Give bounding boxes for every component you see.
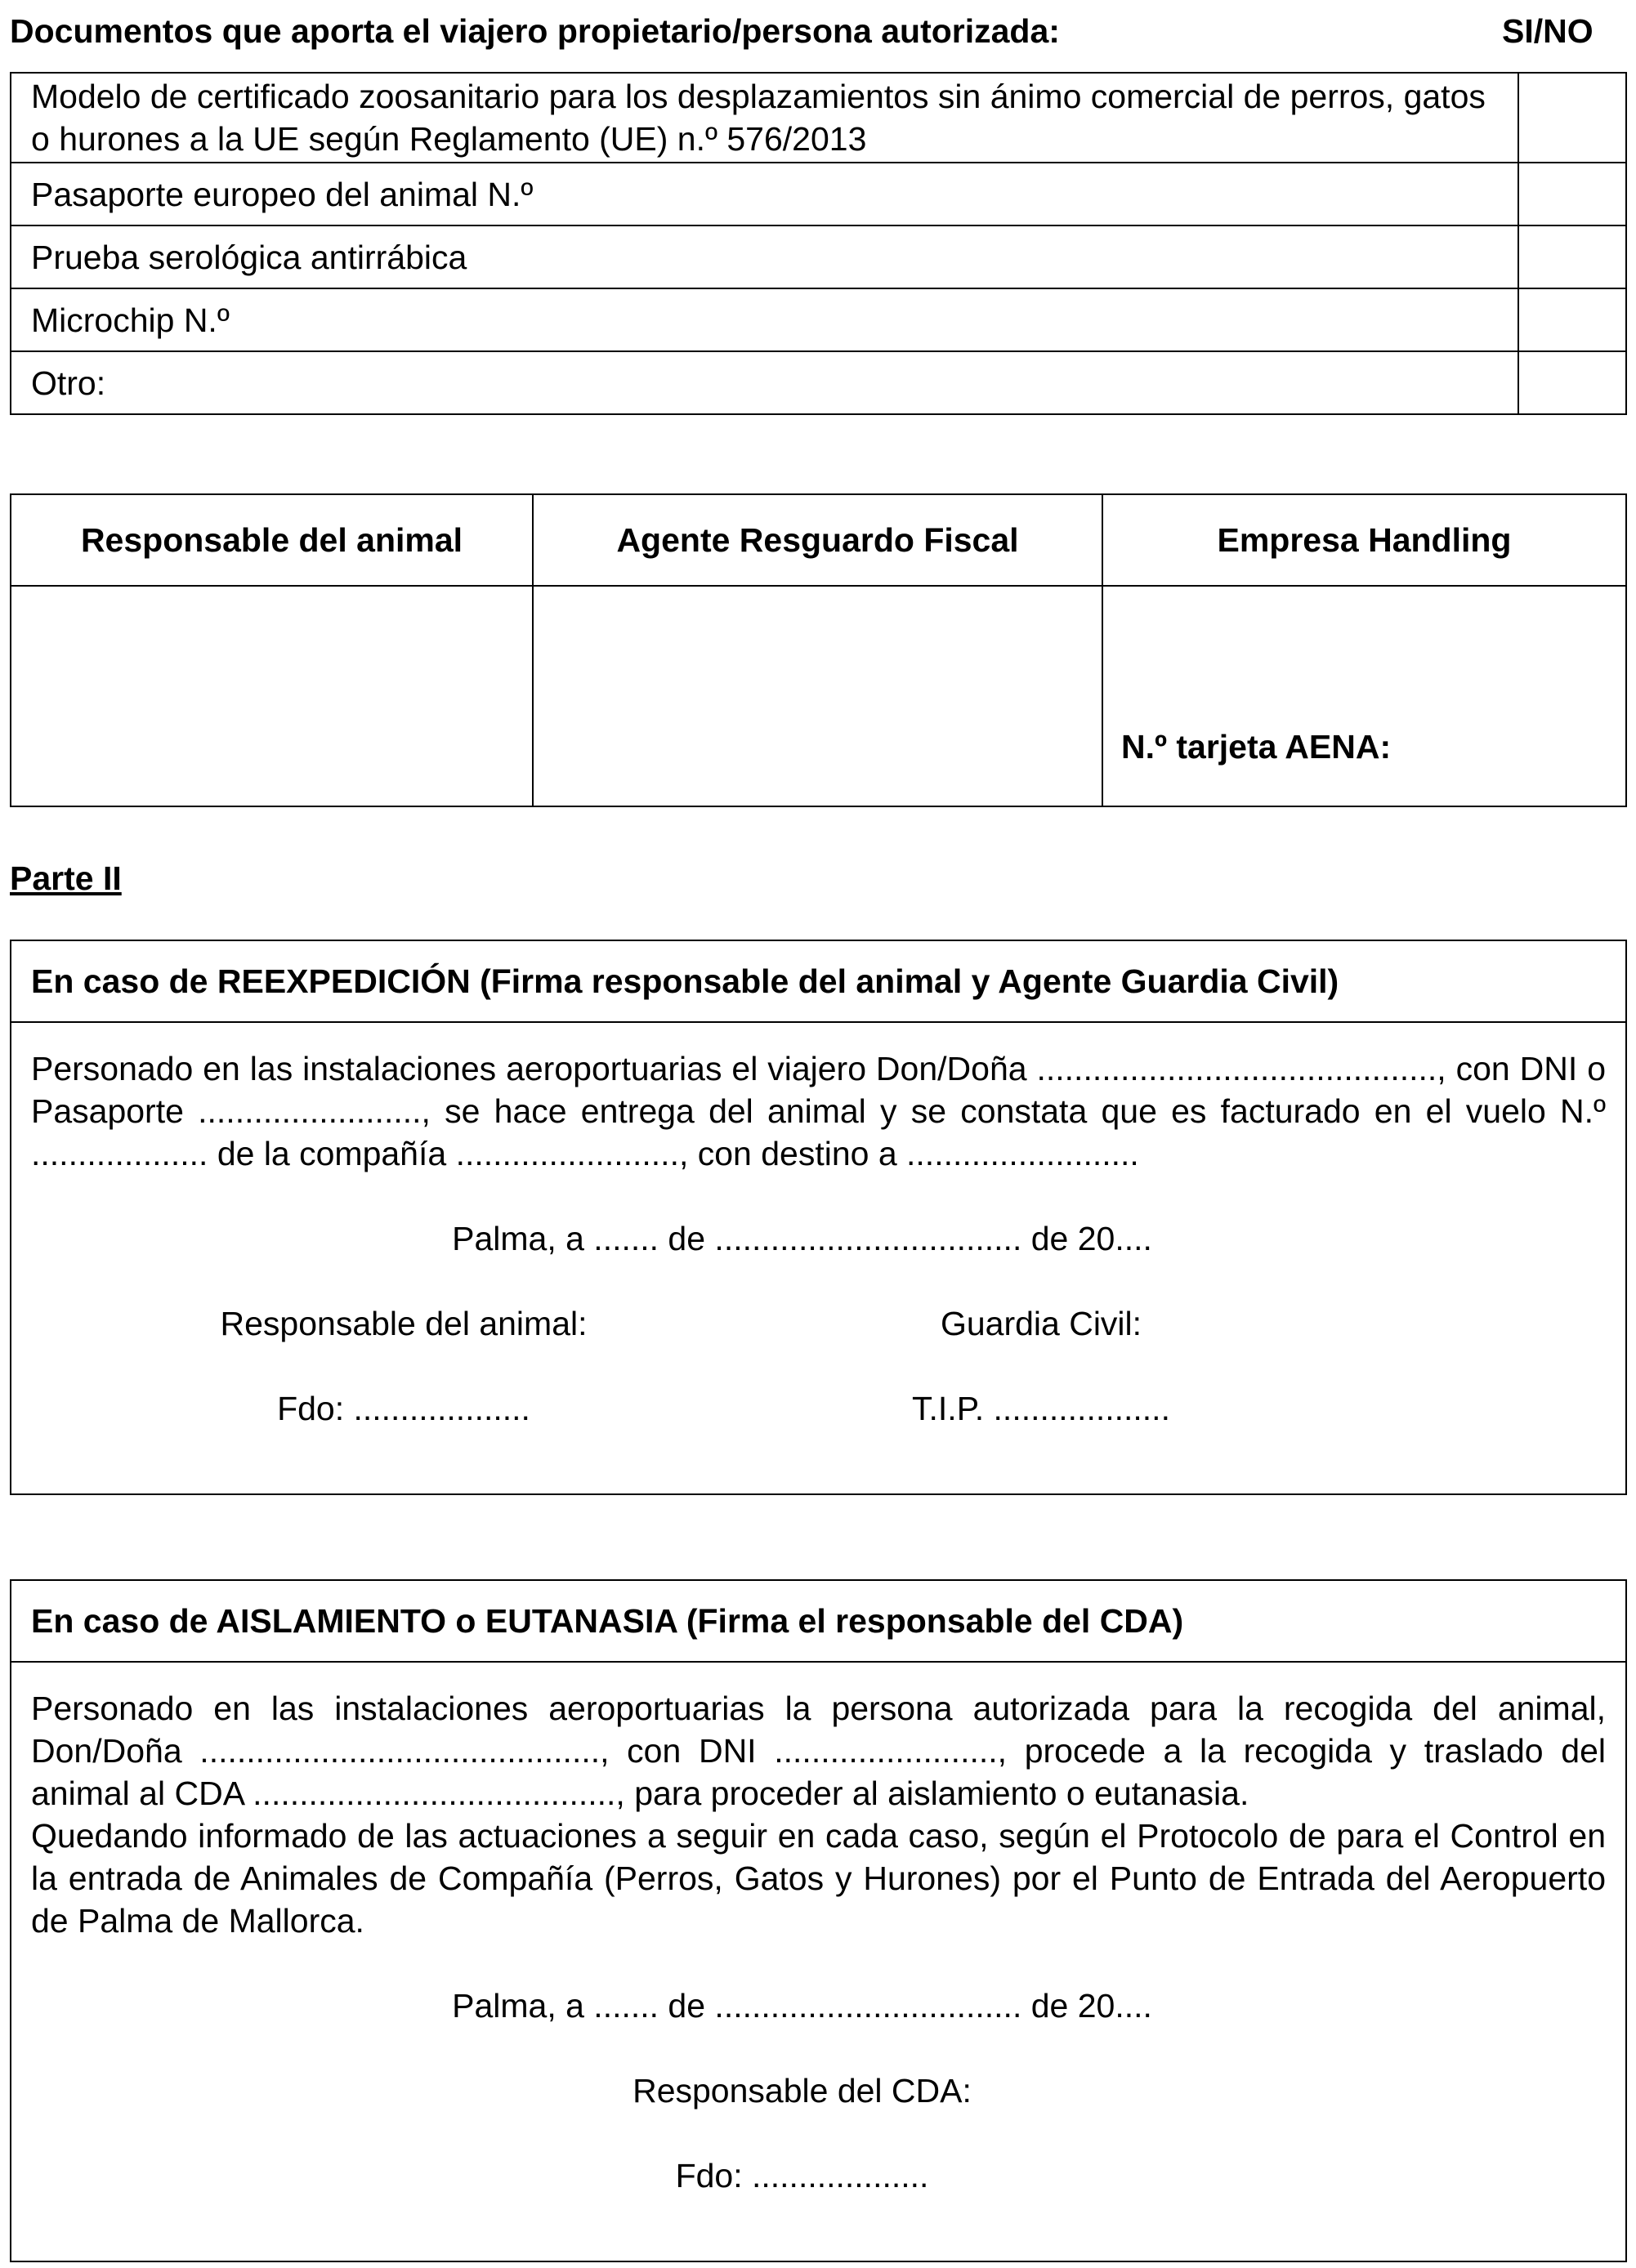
section-title-parte-ii: Parte II [10,859,122,897]
document-label: Pasaporte europeo del animal N.º [11,163,1518,225]
sino-cell[interactable] [1518,163,1626,225]
sino-cell[interactable] [1518,288,1626,351]
sino-cell[interactable] [1518,73,1626,163]
responsable-cda-label: Responsable del CDA: [632,2072,972,2110]
aislamiento-paragraph [11,1687,1625,1942]
document-label: Microchip N.º [11,288,1518,351]
reexpedicion-paragraph [11,1047,1625,1175]
table-row [11,586,1626,806]
documents-table [10,72,1627,415]
signature-cell-agente[interactable] [533,586,1102,806]
guardia-civil-tip[interactable]: T.I.P. ................... [912,1390,1170,1427]
sino-heading: SI/NO [1502,12,1594,50]
responsable-cda-signature[interactable]: Fdo: ................... [675,2157,929,2194]
reexpedicion-date-line: Palma, a ....... de ................................. de 20.... [452,1220,1152,1257]
reexpedicion-labels [11,1302,1625,1345]
table-row [11,288,1626,351]
aena-card-label: N.º tarjeta AENA: [1121,728,1392,766]
guardia-civil-label: Guardia Civil: [940,1305,1142,1342]
reexpedicion-box [10,940,1627,1495]
responsables-table [10,493,1627,807]
aislamiento-title: En caso de AISLAMIENTO o EUTANASIA (Firma el responsable del CDA) [11,1581,1625,1663]
responsable-animal-label: Responsable del animal: [220,1305,588,1342]
signature-cell-handling[interactable] [1102,586,1626,806]
sino-cell[interactable] [1518,225,1626,288]
table-row [11,163,1626,225]
document-label: Otro: [11,351,1518,414]
documents-heading: Documentos que aporta el viajero propietario/persona autorizada: [10,12,1060,50]
column-header-handling: Empresa Handling [1102,494,1626,586]
table-row [11,73,1626,163]
aislamiento-box [10,1579,1627,2262]
aislamiento-date-line: Palma, a ....... de ................................. de 20.... [452,1987,1152,2025]
document-label: Modelo de certificado zoosanitario para los desplazamientos sin ánimo comercial de perros, gatos o hurones a la UE según Reglamento (UE) n.º 576/2013 [11,73,1518,163]
document-label: Prueba serológica antirrábica [11,225,1518,288]
table-row [11,225,1626,288]
column-header-responsable: Responsable del animal [11,494,533,586]
table-header-row [11,494,1626,586]
signature-cell-responsable[interactable] [11,586,533,806]
reexpedicion-text: Personado en las instalaciones aeroportuarias el viajero Don/Doña ..........................................., con DNI o Pasaporte ........................, se hace entrega del animal y se constata que es facturado en el vuelo N.º ................... de la compañía ........................, con destino a ......................... [31,1050,1606,1172]
reexpedicion-signatures [11,1387,1625,1430]
reexpedicion-title: En caso de REEXPEDICIÓN (Firma responsable del animal y Agente Guardia Civil) [11,941,1625,1023]
column-header-agente: Agente Resguardo Fiscal [533,494,1102,586]
aislamiento-text-2: Quedando informado de las actuaciones a seguir en cada caso, según el Protocolo de para el Control en la entrada de Animales de Compañía (Perros, Gatos y Hurones) por el Punto de Entrada del Aeropuerto de Palma de Mallorca. [31,1817,1606,1940]
responsable-animal-signature[interactable]: Fdo: ................... [277,1390,530,1427]
aislamiento-text-1: Personado en las instalaciones aeroportuarias la persona autorizada para la recogida del animal, Don/Doña ..........................................., con DNI ........................, procede a la recogida y traslado del animal al CDA ......................................., para proceder al aislamiento o eutanasia. [31,1690,1606,1812]
sino-cell[interactable] [1518,351,1626,414]
table-row [11,351,1626,414]
